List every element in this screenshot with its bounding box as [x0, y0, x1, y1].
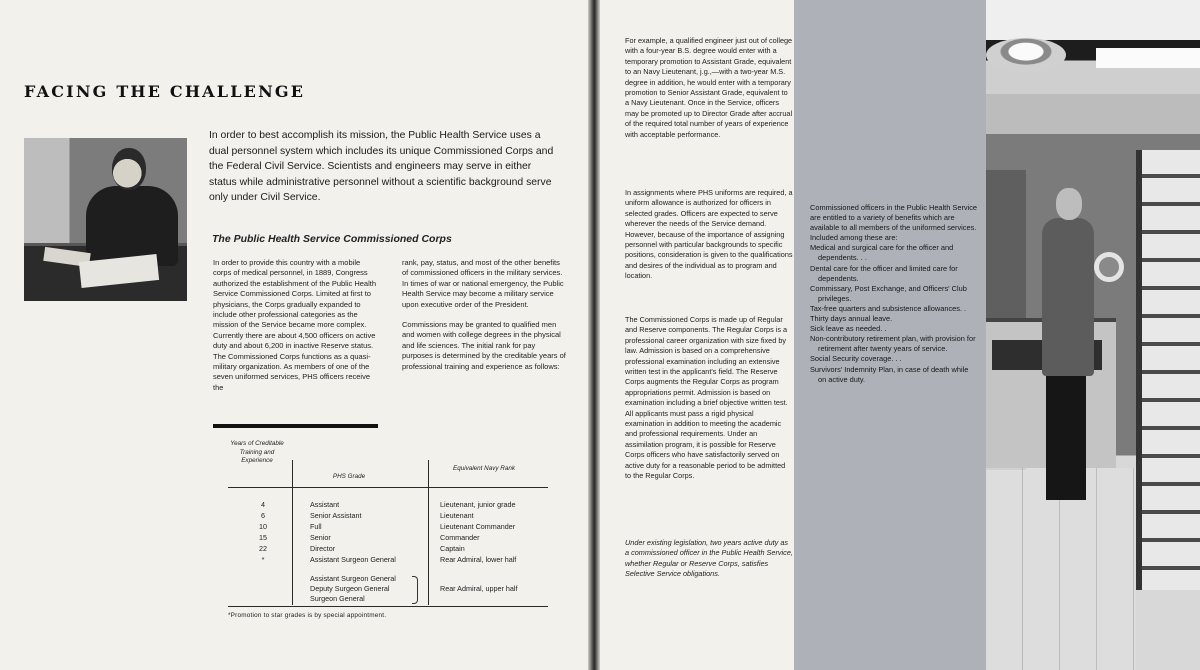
cell-years: 22 [259, 544, 267, 553]
list-item: Sick leave as needed. . [810, 324, 887, 334]
cell-grade: Senior [310, 533, 331, 542]
page-title: FACING THE CHALLENGE [24, 82, 306, 101]
text-column-a [213, 258, 378, 403]
photo-officer-head [112, 148, 146, 190]
list-item: Thirty days annual leave. [810, 314, 893, 324]
uniform-paragraph: In assignments where PHS uniforms are required, a uniform allowance is authorized for officers in selected grades. Officers are expected to serve wherever the needs of the Service demand. However, because of the importance of assigning personnel with particular backgrounds to specific positions, consideration is given to the qualifications and desires of the individual as to program and location. [625, 188, 793, 281]
cell-years: * [261, 555, 265, 564]
tape-reel-icon [1094, 252, 1124, 282]
photo-officer-body [86, 186, 178, 266]
list-item: Social Security coverage. . . [810, 354, 902, 364]
grade-group-brace [412, 576, 418, 604]
table-row [228, 533, 548, 544]
components-paragraph: The Commissioned Corps is made up of Regular and Reserve components. The Regular Corps is a professional career organization with size fixed by law. Admission is based on a comprehensive professional examination including an extensive written test in the applicant's field. The Reserve Corps augments the Regular Corps as program appropriations permit. Admission is based on examination including a brief objective written test. All applicants must pass a rigid physical examination in addition to meeting the academic and professional requirements. Under an assimilation program, it is possible for Reserve Corps officers who have satisfactorily served on active duty for a reasonable period to be admitted to the Regular Corps. [625, 315, 788, 481]
table-row [228, 500, 548, 511]
cell-grade: Senior Assistant [310, 511, 362, 520]
commissions-paragraph: Commissions may be granted to qualified men and women with college degrees in the physical and life sciences. The initial rank for pay purposes is determined by the creditable years of professional training and experience as follows: [402, 320, 566, 371]
cell-grade: Assistant Surgeon General [310, 555, 396, 564]
cell-grade: Deputy Surgeon General [310, 584, 390, 593]
left-page [0, 0, 588, 670]
benefits-intro: Commissioned officers in the Public Health Service are entitled to a variety of benefits which are available to all members of the uniformed services. Included among these are: [810, 203, 978, 243]
list-item: Non-contributory retirement plan, with provision for retirement after twenty years of service. [810, 334, 976, 354]
example-paragraph: For example, a qualified engineer just out of college with a four-year B.S. degree would enter with a temporary promotion to Assistant Grade, equivalent to an Navy Lieutenant, j.g.,—with a two-year M.S. degree in addition, he would enter with a temporary promotion to Senior Assistant Grade, equivalent to a Navy Lieutenant. Once in the Service, officers may be promoted up to Director Grade after accrual of the required total number of years of experience with acceptable performance. [625, 36, 793, 139]
list-item: Dental care for the officer and limited care for dependents. [810, 263, 958, 283]
header-navy-rank: Equivalent Navy Rank [453, 465, 515, 472]
history-paragraph: In order to provide this country with a mobile corps of medical personnel, in 1889, Congress authorized the establishment of the Public Health Service Commissioned Corps. Limited at first to physicians, the Corps gradually expanded to include other professional categories as the mission of the Service became more complex. Currently there are about 4,500 officers on active duty and about 6,200 in inactive Reserve status. The Commissioned Corps functions as a quasi-military organization. As members of one of the seven uniformed services, PHS officers receive the [213, 258, 377, 392]
benefits-box [810, 203, 978, 385]
list-item: Survivors' Indemnity Plan, in case of death while on active duty. [810, 364, 969, 384]
section-subhead: The Public Health Service Commissioned Corps [212, 233, 452, 245]
cell-navy-rank: Lieutenant [440, 511, 474, 520]
table-header-rule [228, 487, 548, 488]
benefits-list [810, 243, 978, 384]
right-page [600, 0, 1200, 670]
text-column-b [402, 258, 567, 382]
tape-racks [1136, 150, 1200, 590]
list-item: Commissary, Post Exchange, and Officers' Club privileges. [810, 283, 967, 303]
computer-room-photo [986, 0, 1200, 670]
cell-navy-rank: Commander [440, 533, 480, 542]
table-row [228, 544, 548, 555]
photo-man-head [1056, 188, 1082, 220]
cell-years: 6 [261, 511, 265, 520]
selective-service-paragraph: Under existing legislation, two years active duty as a commissioned officer in the Public Health Service, whether Regular or Reserve Corps, satisfies Selective Service obligations. [625, 538, 793, 579]
ceiling-light-icon [986, 38, 1066, 72]
officer-at-desk-photo [24, 138, 187, 301]
cell-navy-rank: Lieutenant, junior grade [440, 500, 516, 509]
intro-paragraph: In order to best accomplish its mission, the Public Health Service uses a dual personnel system which includes its unique Commissioned Corps and the Federal Civil Service. Scientists and engineers may serve in either status while administrative personnel without a scientific background serve only under Civil Service. [209, 130, 554, 203]
cell-grade: Assistant Surgeon General [310, 574, 396, 583]
grade-table [228, 440, 548, 610]
section-divider [213, 424, 378, 428]
book-gutter [588, 0, 600, 670]
cell-navy-rank: Lieutenant Commander [440, 522, 516, 531]
table-row [228, 594, 548, 605]
table-row [228, 574, 548, 585]
header-grade: PHS Grade [332, 473, 366, 480]
cell-navy-rank: Rear Admiral, upper half [440, 584, 518, 593]
cell-navy-rank: Rear Admiral, lower half [440, 555, 517, 564]
header-years: Years of Creditable Training and Experience [230, 440, 284, 465]
table-footnote: *Promotion to star grades is by special appointment. [228, 612, 387, 619]
table-bottom-rule [228, 606, 548, 607]
table-row [228, 511, 548, 522]
cell-grade: Surgeon General [310, 594, 365, 603]
table-row [228, 584, 548, 595]
cell-grade: Full [310, 522, 322, 531]
cell-years: 4 [261, 500, 265, 509]
table-row [228, 522, 548, 533]
cell-years: 15 [259, 533, 267, 542]
table-row [228, 555, 548, 566]
light-panel [1096, 48, 1200, 68]
photo-man-legs [1046, 370, 1086, 500]
cell-years: 10 [259, 522, 267, 531]
cell-grade: Director [310, 544, 336, 553]
cell-navy-rank: Captain [440, 544, 465, 553]
list-item: Tax-free quarters and subsistence allowances. . [810, 303, 967, 313]
list-item: Medical and surgical care for the officer and dependents. . . [810, 243, 954, 263]
benefits-paragraph: rank, pay, status, and most of the other benefits of commissioned officers in the military services. In times of war or national emergency, the Public Health Service may become a military service upon executive order of the President. [402, 258, 564, 309]
cell-grade: Assistant [310, 500, 340, 509]
photo-man-coat [1042, 218, 1094, 376]
